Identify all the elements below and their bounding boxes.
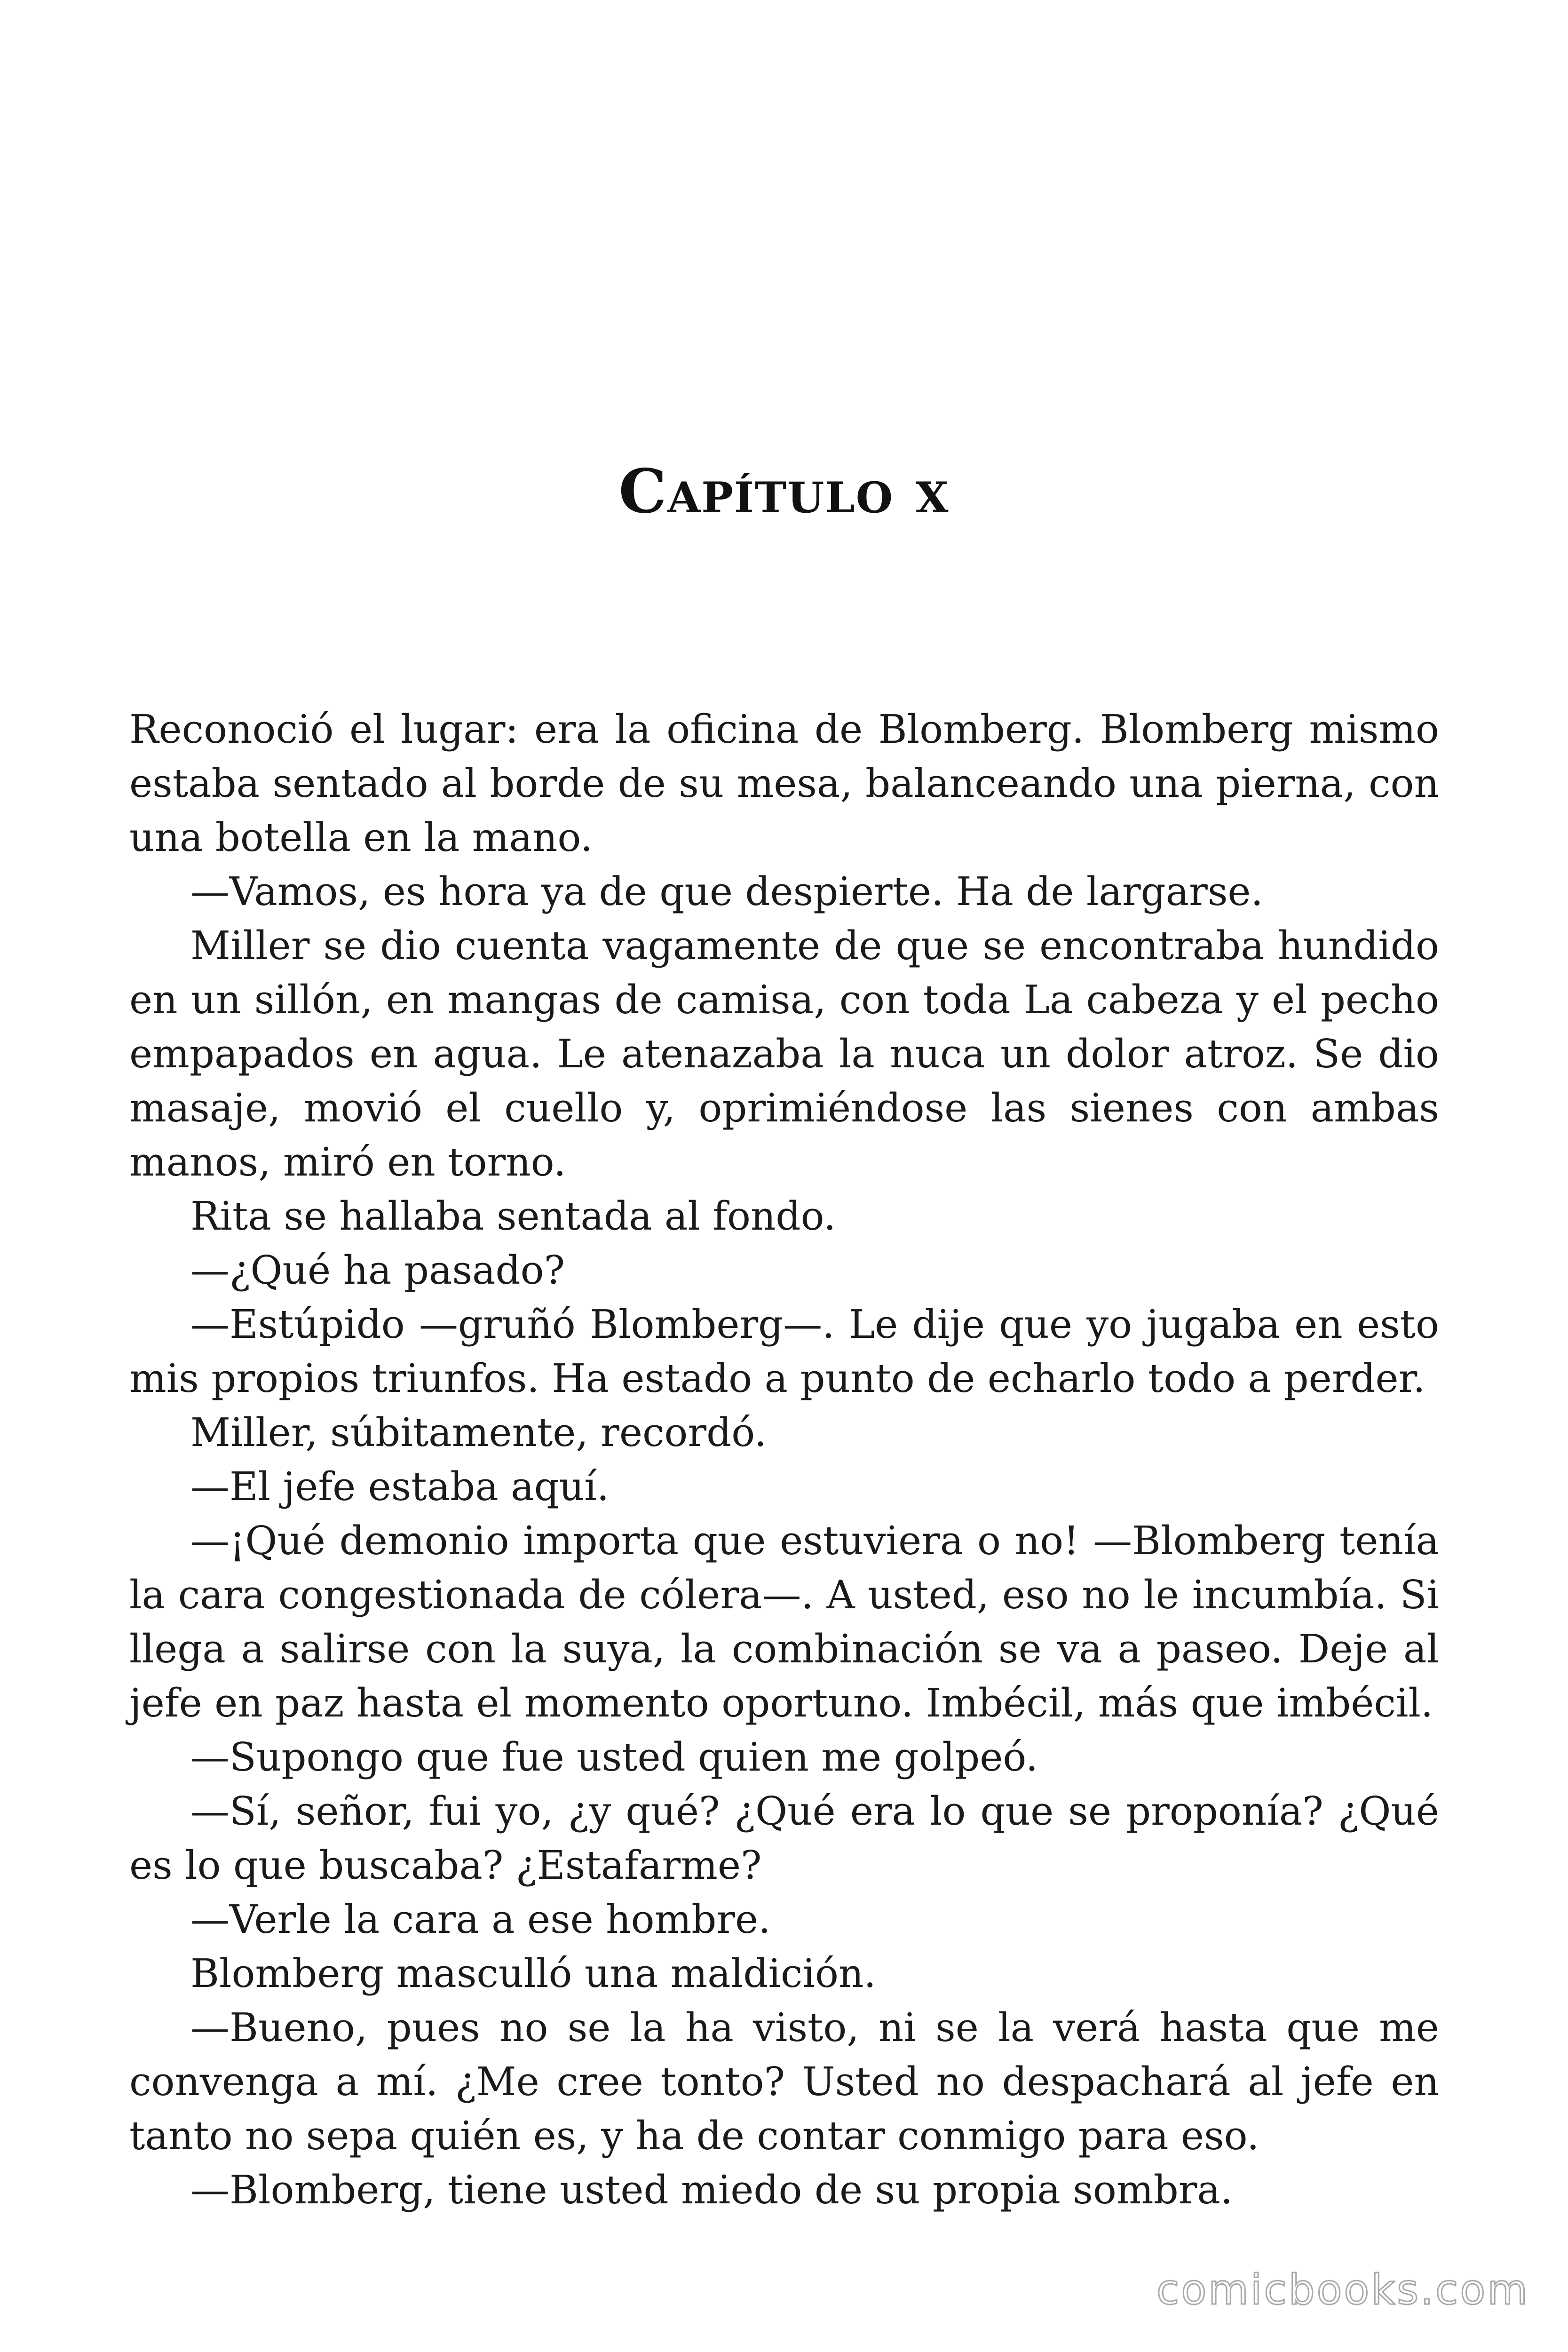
paragraph: —¿Qué ha pasado? bbox=[190, 1248, 565, 1293]
paragraph: Miller se dio cuenta vagamente de que se encontraba hundido en un sillón, en mangas de camisa, con toda La cabeza y el pecho empapados en agua. Le atenazaba la nuca un dolor atroz. Se dio masaje, movió el cuello y, oprimiéndose las sienes con ambas manos, miró en torno. bbox=[129, 923, 1439, 1185]
chapter-body bbox=[129, 702, 1439, 2217]
paragraph: —Estúpido —gruñó Blomberg—. Le dije que yo jugaba en esto mis propios triunfos. Ha estado a punto de echarlo todo a perder. bbox=[129, 1302, 1439, 1401]
paragraph: —Vamos, es hora ya de que despierte. Ha de largarse. bbox=[190, 869, 1263, 914]
paragraph: —Blomberg, tiene usted miedo de su propia sombra. bbox=[190, 2167, 1233, 2213]
paragraph: Rita se hallaba sentada al fondo. bbox=[190, 1193, 836, 1239]
paragraph: —Verle la cara a ese hombre. bbox=[190, 1897, 771, 1942]
paragraph: —Sí, señor, fui yo, ¿y qué? ¿Qué era lo que se proponía? ¿Qué es lo que buscaba? ¿Estafarme? bbox=[129, 1788, 1439, 1888]
paragraph: Reconoció el lugar: era la oficina de Blomberg. Blomberg mismo estaba sentado al borde de su mesa, balanceando una pierna, con una botella en la mano. bbox=[129, 707, 1439, 860]
paragraph: —El jefe estaba aquí. bbox=[190, 1464, 610, 1510]
paragraph: —Bueno, pues no se la ha visto, ni se la verá hasta que me convenga a mí. ¿Me cree tonto? Usted no despachará al jefe en tanto no sepa quién es, y ha de contar conmigo para eso. bbox=[129, 2005, 1439, 2159]
paragraph: Miller, súbitamente, recordó. bbox=[190, 1410, 767, 1455]
watermark-logo: comicbooks.com bbox=[1156, 2265, 1529, 2314]
paragraph: Blomberg masculló una maldición. bbox=[190, 1951, 876, 1996]
paragraph: —¡Qué demonio importa que estuviera o no! —Blomberg tenía la cara congestionada de cólera—. A usted, eso no le incumbía. Si llega a salirse con la suya, la combinación se va a paseo. Deje al jefe en paz hasta el momento oportuno. Imbécil, más que imbécil. bbox=[129, 1518, 1439, 1726]
paragraph: —Supongo que fue usted quien me golpeó. bbox=[190, 1734, 1038, 1780]
chapter-title: Capítulo x bbox=[618, 456, 950, 527]
